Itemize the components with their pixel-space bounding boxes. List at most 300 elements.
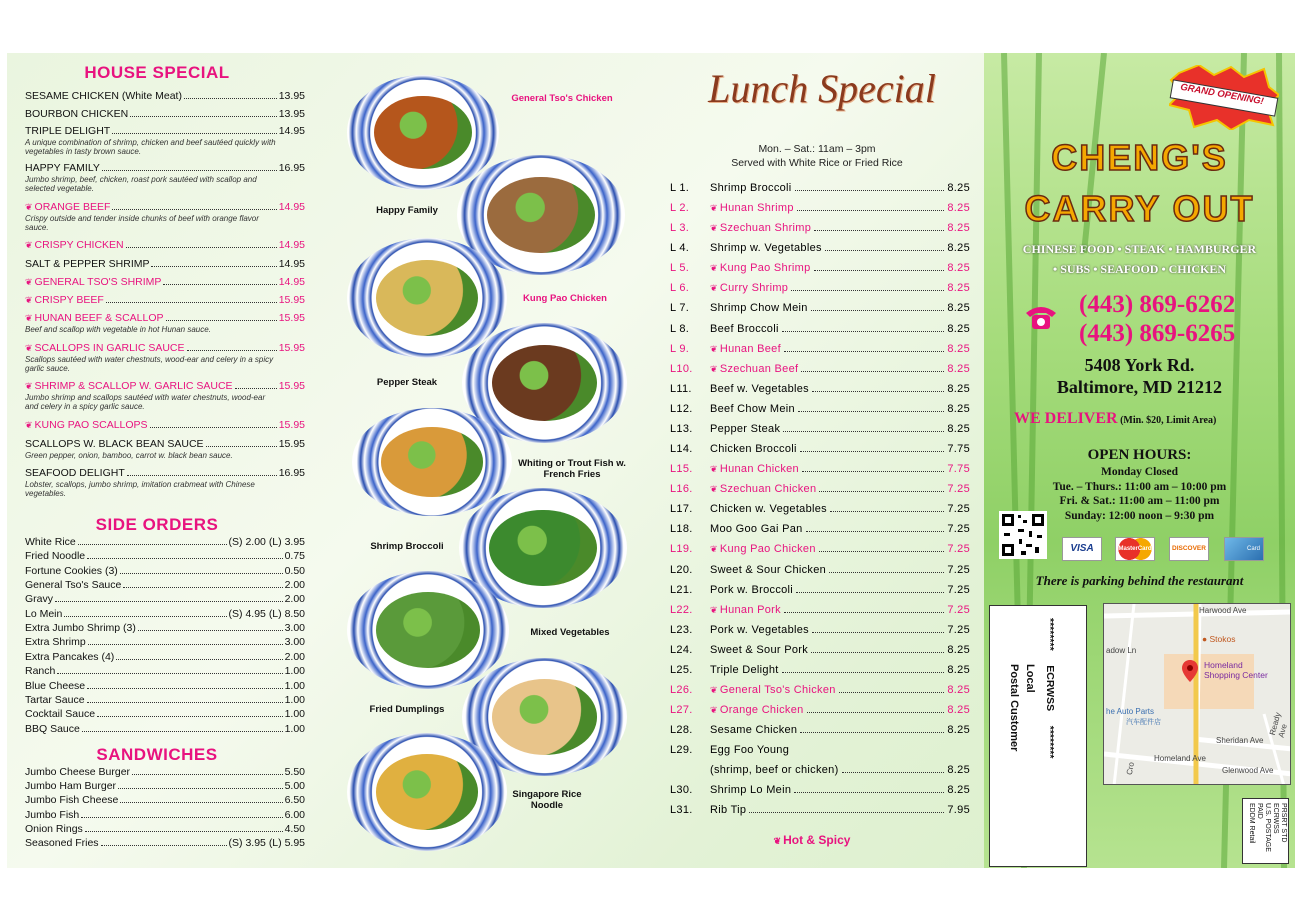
photo-label: Mixed Vegetables — [530, 627, 610, 638]
house-special-item — [25, 201, 305, 232]
lunch-item-name-text: (shrimp, beef or chicken) — [710, 764, 839, 777]
street-glenwood: Glenwood Ave — [1222, 766, 1274, 775]
lunch-item-number: L10. — [670, 362, 693, 375]
lunch-item-name — [710, 463, 799, 475]
leader-dots — [57, 673, 282, 674]
lunch-item — [670, 222, 970, 234]
lunch-item-name-text: Shrimp Lo Mein — [710, 784, 792, 797]
pepper-icon: ❦ — [25, 277, 33, 287]
lunch-item-name-text: Szechuan Beef — [719, 362, 799, 375]
item-description: Crispy outside and tender inside chunks of beef with orange flavor sauce. — [25, 214, 259, 232]
lunch-item-number: L18. — [670, 523, 693, 536]
lunch-item — [670, 684, 970, 696]
lunch-item-price: 8.25 — [947, 322, 970, 335]
item-name — [25, 90, 182, 102]
leader-dots — [81, 817, 282, 818]
place-label: Shopping Center — [1204, 670, 1268, 680]
side-item — [25, 680, 305, 692]
lunch-item — [670, 323, 970, 335]
item-name — [25, 108, 128, 120]
leader-dots — [782, 331, 945, 332]
pepper-icon: ❦ — [710, 544, 718, 555]
pepper-icon: ❦ — [25, 313, 33, 323]
house-special-item — [25, 419, 305, 431]
lunch-item-name-text: Moo Goo Gai Pan — [710, 523, 803, 536]
hot-spicy-legend — [657, 833, 967, 847]
item-name: Tartar Sauce — [25, 693, 85, 706]
pepper-icon: ❦ — [710, 223, 718, 234]
item-price: 1.00 — [284, 722, 305, 735]
street-cross: Cro — [1124, 761, 1136, 776]
lunch-item-number: L 1. — [670, 182, 690, 194]
item-price: 15.95 — [278, 380, 305, 392]
lunch-item-name — [710, 222, 811, 234]
lunch-item-name — [710, 343, 781, 355]
lunch-item-price: 8.25 — [947, 282, 970, 295]
house-special-item — [25, 312, 305, 334]
leader-dots — [784, 351, 944, 352]
lunch-item-price: 7.75 — [947, 443, 970, 456]
item-price: 16.95 — [278, 162, 305, 174]
lunch-item-price: 7.25 — [947, 583, 970, 596]
lunch-item-name — [710, 644, 808, 656]
street-ready: Ready Ave — [1267, 711, 1289, 739]
item-price: 14.95 — [278, 239, 305, 251]
house-special-item — [25, 258, 305, 270]
lunch-item-name-text: Beef Broccoli — [710, 322, 779, 335]
lunch-item-number: L 9. — [670, 342, 690, 355]
lunch-item-name — [710, 423, 780, 435]
lunch-served-with: Served with White Rice or Fried Rice — [731, 157, 903, 169]
item-description: Jumbo shrimp and scallops sautéed with water chestnuts, wood-ear and celery in a spicy garlic sauce. — [25, 393, 266, 411]
lunch-item-name — [710, 804, 746, 816]
leader-dots — [126, 247, 277, 248]
item-row — [25, 622, 305, 634]
lunch-item-price: 8.25 — [947, 362, 970, 375]
mailing-label-box — [989, 605, 1087, 867]
lunch-item-number: L27. — [670, 704, 693, 717]
item-name: Cocktail Sauce — [25, 708, 96, 721]
item-row — [25, 837, 305, 849]
item-name: Jumbo Fish — [25, 808, 80, 821]
lunch-item-price: 8.25 — [947, 402, 970, 415]
leader-dots — [130, 116, 276, 117]
sandwiches-item — [25, 809, 305, 821]
item-name — [25, 312, 164, 324]
item-price: 6.00 — [284, 808, 305, 821]
lunch-item-number: L17. — [670, 503, 693, 516]
lunch-item-number: L15. — [670, 463, 693, 476]
permit-line: PAID — [1256, 803, 1263, 819]
sandwiches-item — [25, 794, 305, 806]
item-price: 2.00 — [284, 593, 305, 606]
qr-code-icon[interactable] — [999, 511, 1047, 559]
place-label: Homeland — [1204, 660, 1243, 670]
item-row — [25, 680, 305, 692]
permit-line: PRSRT STD — [1280, 803, 1287, 843]
leader-dots — [825, 250, 945, 251]
leader-dots — [112, 133, 277, 134]
leader-dots — [794, 792, 944, 793]
item-name-text: SCALLOPS W. BLACK BEAN SAUCE — [25, 438, 204, 450]
lunch-special-title: Lunch Special — [708, 66, 936, 111]
legend-label: Hot & Spicy — [783, 833, 851, 847]
item-name: Ranch — [25, 665, 56, 678]
lunch-item-name-text: Sweet & Sour Chicken — [710, 563, 827, 576]
house-special-item — [25, 438, 305, 460]
local-line: Local — [1024, 664, 1036, 693]
lunch-item-name — [710, 503, 827, 515]
item-name-text: HAPPY FAMILY — [25, 162, 100, 174]
item-name-text: GENERAL TSO'S SHRIMP — [34, 276, 162, 288]
item-name-text: SHRIMP & SCALLOP W. GARLIC SAUCE — [34, 380, 233, 392]
lunch-item-number: L 3. — [670, 222, 690, 235]
lunch-item-price: 8.25 — [947, 764, 970, 777]
lunch-item-number: L 4. — [670, 242, 690, 255]
menu-page — [7, 53, 1295, 868]
pepper-icon: ❦ — [773, 836, 782, 846]
lunch-item — [670, 403, 970, 415]
pepper-icon: ❦ — [25, 420, 33, 430]
item-price: 15.95 — [278, 312, 305, 324]
side-item — [25, 579, 305, 591]
item-price: 3.00 — [284, 636, 305, 649]
lunch-item-name — [710, 483, 816, 495]
leader-dots — [116, 659, 282, 660]
lunch-item-price: 8.25 — [947, 202, 970, 215]
item-name: Extra Jumbo Shrimp (3) — [25, 622, 136, 635]
item-name: Lo Mein — [25, 607, 63, 620]
cover-panel — [984, 53, 1295, 868]
lunch-item-name — [710, 704, 804, 716]
leader-dots — [120, 802, 282, 803]
lunch-item-name-text: Pork w. Vegetables — [710, 623, 809, 636]
leader-dots — [123, 587, 282, 588]
lunch-item-name — [710, 684, 836, 696]
leader-dots — [87, 702, 283, 703]
leader-dots — [800, 451, 945, 452]
item-row — [25, 342, 305, 354]
item-name-text: CRISPY CHICKEN — [34, 239, 124, 251]
leader-dots — [782, 672, 945, 673]
lunch-item-price: 8.25 — [947, 643, 970, 656]
lunch-item-name — [710, 302, 808, 314]
lunch-item — [670, 523, 970, 535]
item-row — [25, 258, 305, 270]
photo-label: Shrimp Broccoli — [370, 541, 444, 552]
item-row — [25, 467, 305, 479]
sandwiches-item — [25, 823, 305, 835]
lunch-item — [670, 242, 970, 254]
item-name: Blue Cheese — [25, 679, 86, 692]
leader-dots — [802, 471, 944, 472]
address-line2: Baltimore, MD 21212 — [1056, 377, 1223, 397]
item-row — [25, 593, 305, 605]
pepper-icon: ❦ — [25, 295, 33, 305]
lunch-item-number: L30. — [670, 784, 693, 797]
leader-dots — [806, 531, 945, 532]
item-name — [25, 380, 233, 392]
hours-row: Tue. – Thurs.: 11:00 am – 10:00 pm — [1052, 480, 1227, 493]
street-sheridan: Sheridan Ave — [1216, 736, 1264, 745]
lunch-item-name-text: Rib Tip — [710, 804, 747, 817]
permit-line: U.S. POSTAGE — [1264, 803, 1271, 852]
item-name: Extra Shrimp — [25, 636, 86, 649]
lunch-item-name — [710, 262, 811, 274]
item-name-text: CRISPY BEEF — [34, 294, 104, 306]
lunch-item-name — [710, 584, 793, 596]
item-row — [25, 536, 305, 548]
lunch-item-name-text: Shrimp w. Vegetables — [710, 242, 822, 255]
lunch-item-price: 7.25 — [947, 503, 970, 516]
hours-row: Monday Closed — [1101, 466, 1178, 478]
lunch-item-price: 8.25 — [947, 222, 970, 235]
lunch-item-name — [710, 282, 788, 294]
lunch-item — [670, 644, 970, 656]
photo-mixed-vegetables — [347, 571, 509, 689]
lunch-item — [670, 604, 970, 616]
leader-dots — [814, 270, 945, 271]
food-image — [376, 754, 478, 830]
pepper-icon: ❦ — [710, 283, 718, 294]
photo-panel — [327, 53, 657, 868]
leader-dots — [151, 266, 276, 267]
photo-label: Singapore Rice Noodle — [512, 789, 582, 811]
lunch-item-number: L 7. — [670, 302, 690, 315]
lunch-item — [670, 584, 970, 596]
item-row — [25, 665, 305, 677]
pepper-icon: ❦ — [710, 705, 718, 716]
open-hours-heading: OPEN HOURS: — [1087, 447, 1192, 463]
postal-customer-line: Postal Customer — [1008, 664, 1020, 752]
lunch-item-number: L21. — [670, 583, 693, 596]
lunch-item-name-text: Hunan Pork — [719, 603, 781, 616]
lunch-item-price: 8.25 — [947, 302, 970, 315]
place-auto-parts-cn: 汽车配件店 — [1126, 719, 1161, 726]
house-special-item — [25, 162, 305, 193]
item-description: A unique combination of shrimp, chicken and beef sautéed quickly with vegetables in tasty brown sauce. — [25, 138, 276, 156]
lunch-item-name — [710, 784, 791, 796]
item-price: 5.00 — [284, 780, 305, 793]
item-price: 0.75 — [284, 550, 305, 563]
item-name-text: TRIPLE DELIGHT — [25, 125, 111, 137]
house-special-item — [25, 90, 305, 102]
lunch-item-number: L 6. — [670, 282, 690, 295]
item-row — [25, 380, 305, 392]
item-price: 2.00 — [284, 579, 305, 592]
item-name-text: SALT & PEPPER SHRIMP — [25, 258, 150, 270]
item-price: 2.00 — [284, 650, 305, 663]
lunch-item-name — [710, 764, 839, 776]
item-name — [25, 125, 110, 137]
item-row — [25, 694, 305, 706]
lunch-item-number: L25. — [670, 663, 693, 676]
food-image — [492, 679, 598, 755]
leader-dots — [166, 320, 277, 321]
item-price: 0.50 — [284, 564, 305, 577]
item-row — [25, 312, 305, 324]
item-name: BBQ Sauce — [25, 722, 80, 735]
pepper-icon: ❦ — [710, 484, 718, 495]
restaurant-name-line2: CARRY OUT — [1024, 188, 1255, 229]
lunch-item-price: 8.25 — [947, 704, 970, 717]
grand-opening-text: GRAND OPENING! — [1179, 81, 1265, 108]
place-auto-parts: he Auto Parts — [1106, 707, 1155, 716]
lunch-item-price: 7.25 — [947, 543, 970, 556]
lunch-item-name — [710, 242, 822, 254]
phone-number-2[interactable]: (443) 869-6265 — [1079, 320, 1236, 347]
lunch-item-name-text: Hunan Beef — [719, 342, 781, 355]
photo-singapore-noodle — [347, 733, 507, 851]
item-name — [25, 258, 149, 270]
lunch-item-price: 7.95 — [947, 804, 970, 817]
leader-dots — [829, 572, 944, 573]
item-row — [25, 636, 305, 648]
item-price: 14.95 — [278, 201, 305, 213]
photo-label: Fried Dumplings — [369, 704, 445, 715]
lunch-item-name-text: Beef Chow Mein — [710, 402, 795, 415]
lunch-item-name-text: Kung Pao Chicken — [719, 543, 816, 556]
permit-text — [1247, 803, 1287, 852]
item-name — [25, 438, 204, 450]
lunch-item-name-text: Shrimp Chow Mein — [710, 302, 808, 315]
leader-dots — [749, 812, 944, 813]
lunch-item-name-text: Szechuan Shrimp — [719, 222, 812, 235]
lunch-item-price: 7.75 — [947, 463, 970, 476]
lunch-item — [670, 744, 970, 756]
item-name — [25, 276, 161, 288]
photo-label: General Tso's Chicken — [511, 93, 613, 104]
side-item — [25, 636, 305, 648]
lunch-item-price: 7.25 — [947, 623, 970, 636]
item-price: 4.50 — [284, 822, 305, 835]
sandwiches-heading: SANDWICHES — [96, 745, 218, 764]
leader-dots — [112, 209, 276, 210]
side-item — [25, 723, 305, 735]
photo-label: Whiting or Trout Fish w. French Fries — [518, 458, 626, 480]
side-item — [25, 536, 305, 548]
lunch-item — [670, 463, 970, 475]
lunch-item-name-text: Kung Pao Shrimp — [719, 262, 811, 275]
lunch-item-number: L24. — [670, 643, 693, 656]
phone-number-1[interactable]: (443) 869-6262 — [1079, 291, 1236, 318]
item-price: 14.95 — [278, 125, 305, 137]
leader-dots — [206, 446, 277, 447]
item-row — [25, 162, 305, 174]
lunch-item-name-text: Sesame Chicken — [710, 724, 798, 737]
leader-dots — [127, 475, 277, 476]
pepper-icon: ❦ — [710, 343, 718, 354]
pepper-icon: ❦ — [710, 604, 718, 615]
telephone-icon — [1024, 303, 1058, 331]
item-name: Fortune Cookies (3) — [25, 564, 118, 577]
house-special-item — [25, 239, 305, 251]
house-special-item — [25, 380, 305, 411]
permit-line: ECRWSS — [1272, 803, 1279, 834]
leader-dots — [88, 644, 283, 645]
street-homeland: Homeland Ave — [1154, 754, 1206, 763]
item-price: 5.50 — [284, 766, 305, 778]
lunch-item-name-text: General Tso's Chicken — [719, 684, 836, 696]
lunch-item-number: L 2. — [670, 202, 690, 215]
we-deliver-label: WE DELIVER — [1014, 410, 1118, 427]
side-item — [25, 694, 305, 706]
item-row — [25, 276, 305, 288]
house-special-item — [25, 342, 305, 373]
restaurant-pin-icon: ● — [1202, 634, 1208, 644]
item-description: Green pepper, onion, bamboo, carrot w. black bean sauce. — [25, 451, 233, 460]
item-price: 3.00 — [284, 622, 305, 635]
lunch-item-price: 7.25 — [947, 483, 970, 496]
photo-general-tso-chicken — [347, 75, 499, 190]
restaurant-name-line1: CHENG'S — [1051, 137, 1228, 178]
lunch-item-name-text: Chicken Broccoli — [710, 443, 797, 456]
food-image — [489, 510, 597, 587]
item-row — [25, 565, 305, 577]
place-label: Stokos — [1209, 634, 1236, 644]
lunch-item-number: L 8. — [670, 322, 690, 335]
food-image — [492, 345, 598, 422]
item-name: White Rice — [25, 536, 76, 548]
side-item — [25, 593, 305, 605]
lunch-item — [670, 343, 970, 355]
lunch-item — [670, 383, 970, 395]
lunch-item-number: L23. — [670, 623, 693, 636]
leader-dots — [800, 732, 944, 733]
leader-dots — [55, 601, 283, 602]
lunch-item-number: L26. — [670, 684, 693, 696]
lunch-item-number: L14. — [670, 443, 693, 456]
house-special-heading: HOUSE SPECIAL — [84, 63, 230, 82]
item-name-text: HUNAN BEEF & SCALLOP — [34, 312, 164, 324]
lunch-item — [670, 202, 970, 214]
leader-dots — [78, 544, 227, 545]
lunch-hours: Mon. – Sat.: 11am – 3pm — [758, 143, 876, 155]
lunch-item — [670, 704, 970, 716]
address-line1: 5408 York Rd. — [1084, 355, 1195, 375]
lunch-item-name — [710, 624, 809, 636]
leader-dots — [795, 190, 945, 191]
tagline-1: CHINESE FOOD • STEAK • HAMBURGER — [1022, 242, 1257, 256]
lunch-item — [670, 503, 970, 515]
pepper-icon: ❦ — [710, 363, 718, 374]
item-name-text: SCALLOPS IN GARLIC SAUCE — [34, 342, 185, 354]
lunch-item-price: 8.25 — [947, 262, 970, 275]
lunch-item-price: 8.25 — [947, 684, 970, 696]
lunch-item-number: L13. — [670, 422, 693, 435]
photo-label: Pepper Steak — [376, 377, 438, 388]
item-price: 15.95 — [278, 419, 305, 431]
ecrwss-line: ******** ECRWSS ******** — [1044, 618, 1056, 759]
lunch-item-name-text: Sweet & Sour Pork — [710, 643, 809, 656]
pepper-icon: ❦ — [25, 240, 33, 250]
leader-dots — [150, 427, 277, 428]
location-map[interactable] — [1103, 603, 1291, 785]
item-description: Beef and scallop with vegetable in hot Hunan sauce. — [25, 325, 211, 334]
mastercard-icon: MasterCard — [1115, 537, 1155, 561]
lunch-item — [670, 543, 970, 555]
lunch-item-name-text: Hunan Chicken — [719, 463, 799, 476]
item-row — [25, 550, 305, 562]
lunch-item-price: 8.25 — [947, 182, 970, 194]
item-row — [25, 708, 305, 720]
lunch-item-price: 8.25 — [947, 382, 970, 395]
lunch-item-name — [710, 383, 809, 395]
sandwiches-item — [25, 780, 305, 792]
leader-dots — [814, 230, 944, 231]
lunch-item-name-text: Pepper Steak — [710, 422, 781, 435]
leader-dots — [138, 630, 283, 631]
